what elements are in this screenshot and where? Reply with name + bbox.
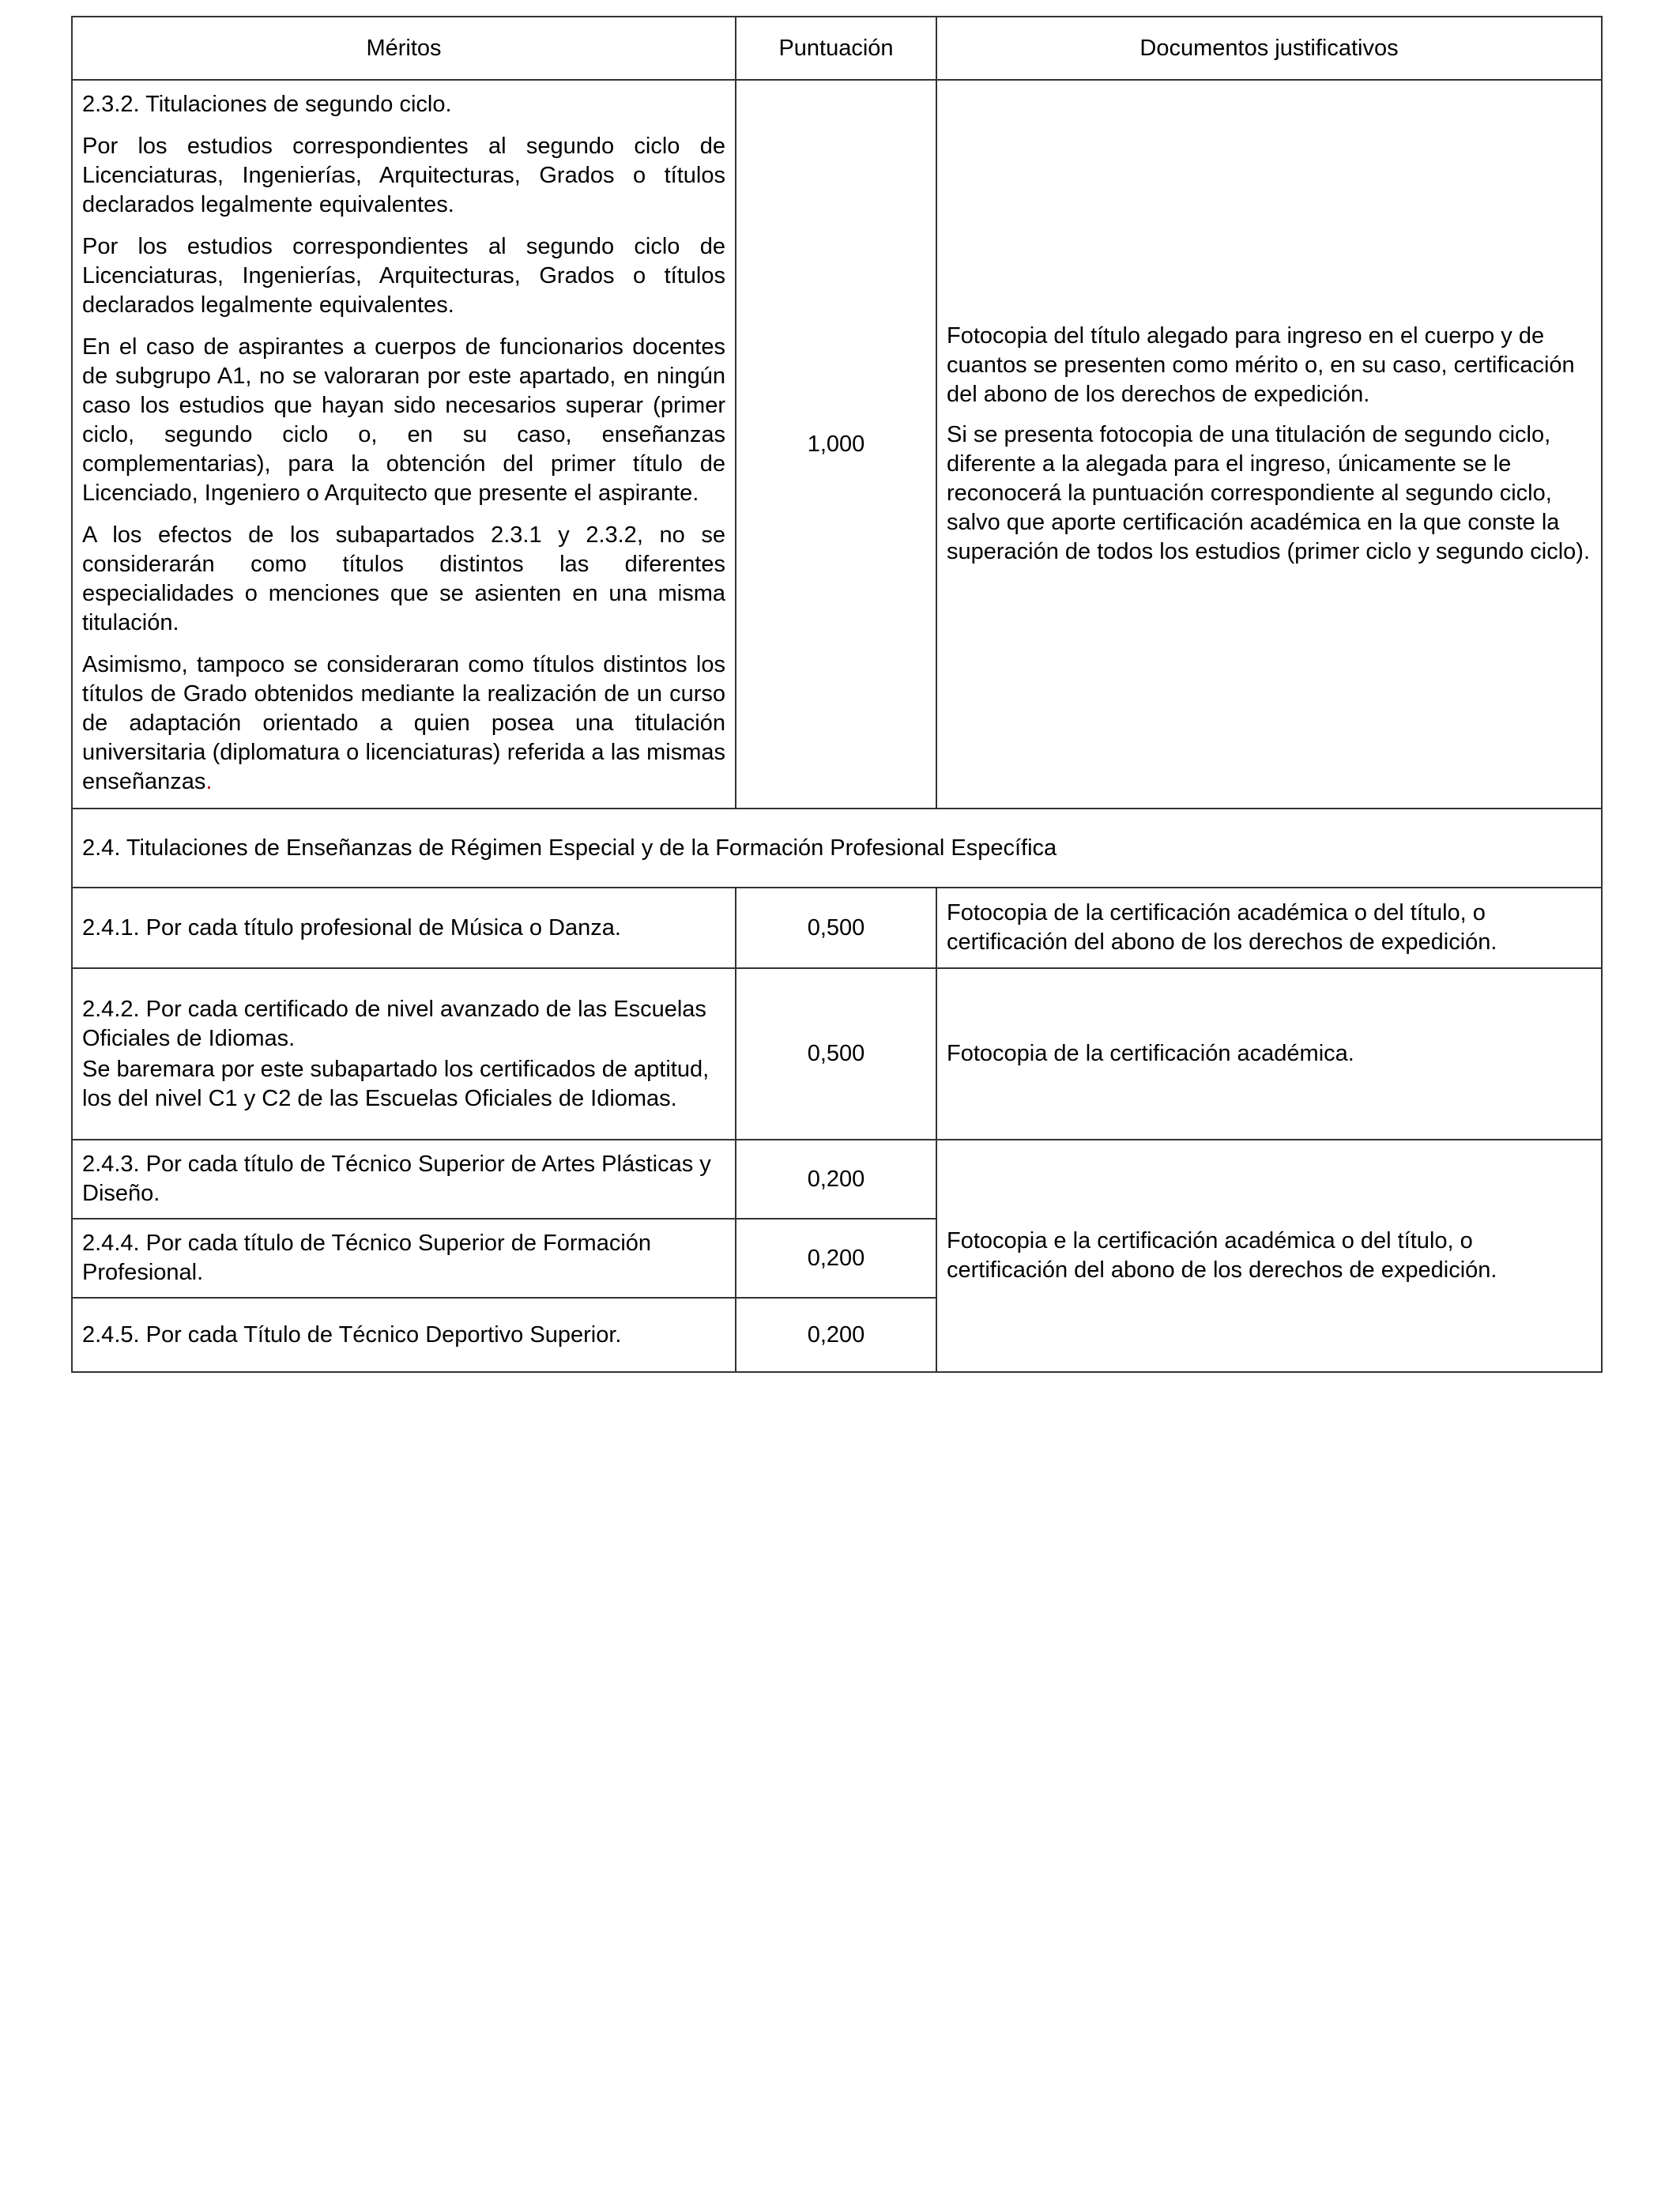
score-cell-2-4-3: 0,200	[736, 1140, 936, 1219]
score-cell-2-4-2: 0,500	[736, 968, 936, 1140]
merit-paragraph-1: Por los estudios correspondientes al segundo ciclo de Licenciaturas, Ingenierías, Arquitecturas, Grados o títulos declarados legalmente equivalentes.	[82, 134, 725, 217]
merit-paragraph-5-text: Asimismo, tampoco se consideraran como títulos distintos los títulos de Grado obtenidos mediante la realización de un curso de adaptación orientado a quien posea una titulación universitaria (diplomatura o licenciaturas) referida a las mismas enseñanzas	[82, 652, 725, 794]
score-cell-2-4-4: 0,200	[736, 1219, 936, 1298]
header-merits: Méritos	[72, 17, 736, 80]
header-docs: Documentos justificativos	[936, 17, 1602, 80]
table-header-row	[72, 17, 1602, 80]
table-row-2-3-2	[72, 80, 1602, 809]
merits-table	[71, 16, 1603, 1373]
merit-paragraph-5-end: .	[205, 769, 213, 794]
score-cell-2-4-5: 0,200	[736, 1298, 936, 1372]
merit-cell-2-4-1: 2.4.1. Por cada título profesional de Música o Danza.	[72, 888, 736, 968]
docs-cell-2-4-3-to-2-4-5: Fotocopia e la certificación académica o del título, o certificación del abono de los derechos de expedición.	[936, 1140, 1602, 1372]
section-row-2-4	[72, 809, 1602, 888]
merit-2-4-2-line-2: Se baremara por este subapartado los certificados de aptitud, los del nivel C1 y C2 de las Escuelas Oficiales de Idiomas.	[82, 1056, 710, 1111]
merit-paragraph-5	[82, 650, 725, 797]
docs-paragraph-1: Fotocopia del título alegado para ingreso en el cuerpo y de cuantos se presenten como mérito o, en su caso, certificación del abono de los derechos de expedición.	[947, 323, 1575, 407]
merit-2-4-2-line-1: 2.4.2. Por cada certificado de nivel avanzado de las Escuelas Oficiales de Idiomas.	[82, 996, 706, 1051]
merit-title-2-3-2: 2.3.2. Titulaciones de segundo ciclo.	[82, 92, 452, 117]
merit-paragraph-3: En el caso de aspirantes a cuerpos de funcionarios docentes de subgrupo A1, no se valoraran por este apartado, en ningún caso los estudios que hayan sido necesarios superar (primer ciclo, segundo ciclo o, en su caso, enseñanzas complementarias), para la obtención del primer título de Licenciado, Ingeniero o Arquitecto que presente el aspirante.	[82, 334, 725, 506]
score-cell-2-3-2: 1,000	[736, 80, 936, 809]
table-row-2-4-3	[72, 1140, 1602, 1219]
merit-paragraph-4: A los efectos de los subapartados 2.3.1 y 2.3.2, no se considerarán como títulos distintos las diferentes especialidades o menciones que se asienten en una misma titulación.	[82, 522, 725, 635]
docs-cell-2-3-2	[936, 80, 1602, 809]
docs-cell-2-4-1: Fotocopia de la certificación académica o del título, o certificación del abono de los derechos de expedición.	[936, 888, 1602, 968]
header-score: Puntuación	[736, 17, 936, 80]
merit-cell-2-4-2	[72, 968, 736, 1140]
table-row-2-4-2	[72, 968, 1602, 1140]
docs-cell-2-4-2: Fotocopia de la certificación académica.	[936, 968, 1602, 1140]
merit-cell-2-4-5: 2.4.5. Por cada Título de Técnico Deportivo Superior.	[72, 1298, 736, 1372]
merit-cell-2-3-2	[72, 80, 736, 809]
merit-paragraph-2: Por los estudios correspondientes al segundo ciclo de Licenciaturas, Ingenierías, Arquitecturas, Grados o títulos declarados legalmente equivalentes.	[82, 234, 725, 318]
merit-cell-2-4-4: 2.4.4. Por cada título de Técnico Superior de Formación Profesional.	[72, 1219, 736, 1298]
section-title-2-4: 2.4. Titulaciones de Enseñanzas de Régimen Especial y de la Formación Profesional Específica	[72, 809, 1602, 888]
score-cell-2-4-1: 0,500	[736, 888, 936, 968]
merit-cell-2-4-3: 2.4.3. Por cada título de Técnico Superior de Artes Plásticas y Diseño.	[72, 1140, 736, 1219]
docs-paragraph-2: Si se presenta fotocopia de una titulación de segundo ciclo, diferente a la alegada para el ingreso, únicamente se le reconocerá la puntuación correspondiente al segundo ciclo, salvo que aporte certificación académica en la que conste la superación de todos los estudios (primer ciclo y segundo ciclo).	[947, 422, 1591, 564]
table-row-2-4-1	[72, 888, 1602, 968]
